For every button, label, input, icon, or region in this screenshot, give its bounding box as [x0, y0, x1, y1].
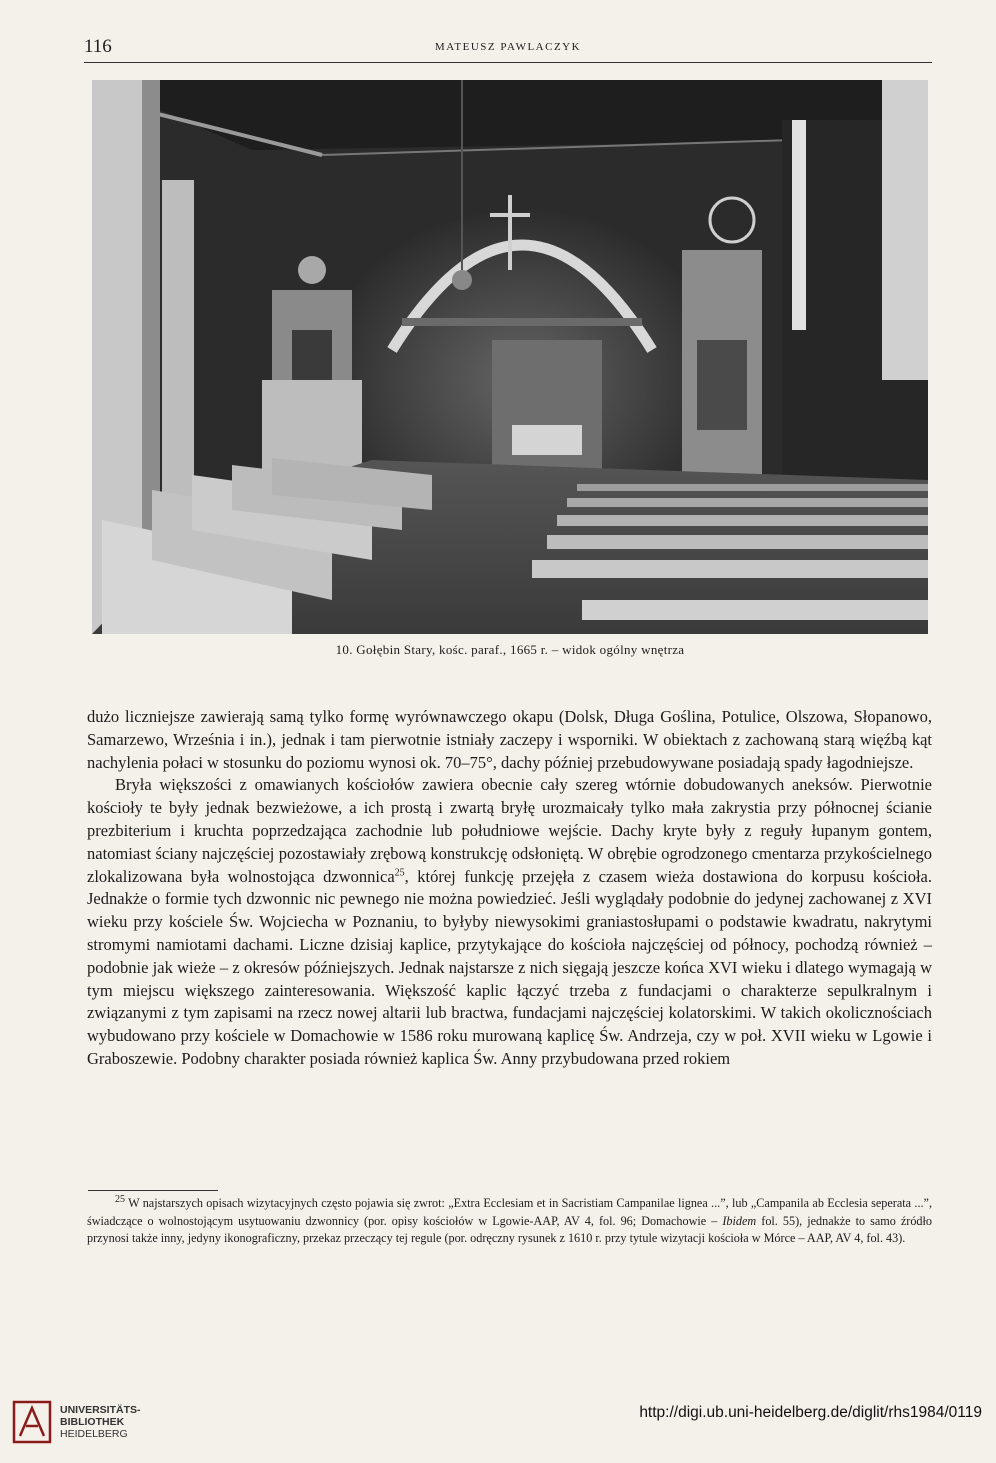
page-header: [84, 36, 932, 63]
library-branding: [12, 1400, 212, 1452]
page-number: 116: [84, 36, 112, 57]
footnote-25: [87, 1195, 932, 1248]
footnote-text-part-1: W najstarszych opisach wizytacyjnych często pojawia się zwrot: „Extra Ecclesiam et in Sacristiam Campanilae lignea ...”, lub „Campanila ab Ecclesia seperata ...”, świadczące o wolnostojącym usytuowaniu dzwonnicy (por. opisy kościołów w Lgowie-AAP, AV 4, fol. 96; Domachowie –: [87, 1196, 932, 1228]
footnote-reference: 25: [394, 867, 405, 879]
paragraph-2: [87, 774, 932, 1070]
body-text: [87, 706, 932, 1071]
library-name: [60, 1404, 141, 1440]
figure-caption: 10. Gołębin Stary, kośc. paraf., 1665 r. – widok ogólny wnętrza: [335, 642, 685, 657]
library-line-1: UNIVERSITÄTS-: [60, 1404, 141, 1416]
footnote-text-part-2: fol. 55), jednakże to samo źródło przynosi także inny, jedyny ikonograficzny, przekaz przeczący tej regule (por. odręczny rysunek z 1610 r. przy tytule wizytacji kościoła w Mórce – AAP, AV 4, fol. 43).: [87, 1213, 933, 1245]
library-line-3: HEIDELBERG: [60, 1428, 128, 1440]
church-interior-photo: [92, 80, 928, 634]
paragraph-2-part-2: , której funkcję przejęła z czasem wieża dostawiona do korpusu kościoła. Jednakże o formie tych dzwonnic nic pewnego nie można powiedzieć. Jeśli wyglądały podobnie do jedynej zachowanej z XVI wieku przy kościele Św. Wojciecha w Poznaniu, to byłyby niewysokimi graniastosłupami o podstawie kwadratu, nakrytymi stromymi namiotami dachami. Liczne dzisiaj kaplice, przytykające do kościoła najczęściej od północy, pochodzą również – podobnie jak wieże – z okresów późniejszych. Jednak najstarsze z nich sięgają jeszcze końca XVI wieku i dlatego wymagają w tym miejscu większego zainteresowania. Większość kaplic łączyć trzeba z fundacjami o charakterze sepulkralnym i związanymi z tym zapisami na rzecz nowej altarii lub bractwa, fundacjami najczęściej kolatorskimi. W takich okolicznościach wybudowano przy kościele w Domachowie w 1586 roku murowaną kaplicę Św. Andrzeja, czy w poł. XVII wieku w Lgowie i Graboszewie. Podobny charakter posiada również kaplica Św. Anny przybudowana przed rokiem: [87, 866, 932, 1068]
source-url[interactable]: http://digi.ub.uni-heidelberg.de/diglit/rhs1984/0119: [639, 1404, 982, 1421]
paragraph-1: dużo liczniejsze zawierają samą tylko formę wyrównawczego okapu (Dolsk, Długa Goślina, Potulice, Olszowa, Słopanowo, Samarzewo, Września i in.), jednak i tam pierwotnie istniały zaczepy i wsporniki. W obiektach z zachowaną starą więźbą kąt nachylenia połaci w stosunku do poziomu wynosi ok. 70–75°, dachy później przebudowywane posiadają spady łagodniejsze.: [87, 707, 932, 772]
footnote-ibidem: Ibidem: [722, 1213, 757, 1228]
footnote-number: 25: [115, 1193, 125, 1205]
running-head: MATEUSZ PAWLACZYK: [434, 41, 582, 53]
library-seal-icon: [12, 1400, 52, 1444]
footnote-divider: [88, 1190, 218, 1191]
paragraph-2-part-1: Bryła większości z omawianych kościołów zawiera obecnie cały szereg wtórnie dobudowanych aneksów. Pierwotnie kościoły te były jednak bezwieżowe, a ich prostą i zwartą bryłę urozmaicały tylko mała zakrystia przy północnej ścianie prezbiterium i kruchta poprzedzająca zachodnie lub południowe wejście. Dachy kryte były z reguły łupanym gontem, natomiast ściany najczęściej pozostawiały zrębową konstrukcję odsłoniętą. W obrębie ogrodzonego cmentarza przykościelnego zlokalizowana była wolnostojąca dzwonnica: [87, 775, 932, 886]
library-line-2: BIBLIOTHEK: [60, 1416, 125, 1428]
